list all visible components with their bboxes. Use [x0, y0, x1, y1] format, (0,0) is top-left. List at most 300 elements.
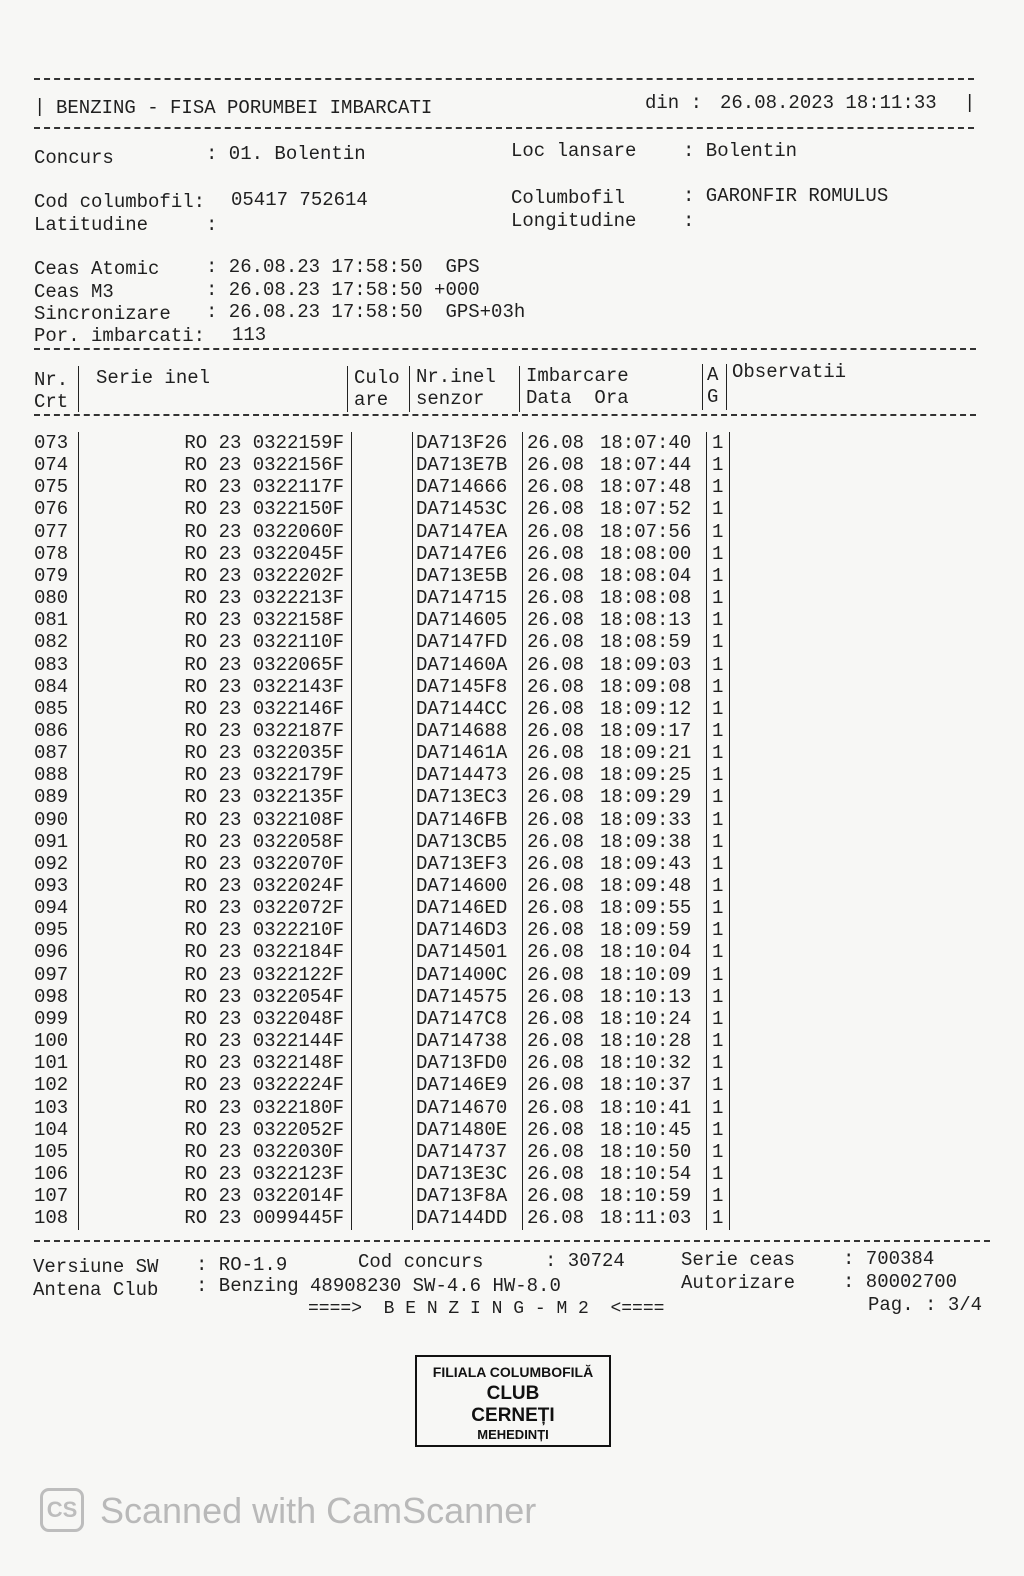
row-serie-inel: RO 23 0322123F	[184, 1162, 344, 1185]
versiune-label: Versiune SW	[33, 1256, 159, 1278]
header-senzor: senzor	[416, 388, 485, 410]
row-senzor: DA7146FB	[416, 808, 508, 831]
stamp-line-3: CERNEȚI	[471, 1405, 555, 1426]
row-serie-inel: RO 23 0322159F	[184, 432, 344, 454]
row-data: 26.08	[527, 653, 585, 676]
row-senzor: DA7147EA	[416, 520, 508, 543]
row-ora: 18:10:41	[600, 1096, 692, 1119]
row-ag: 1	[712, 564, 724, 587]
row-ora: 18:08:04	[600, 564, 692, 587]
row-nr: 092	[34, 852, 69, 875]
row-data: 26.08	[527, 631, 585, 654]
row-ora: 18:09:12	[600, 697, 692, 720]
row-senzor: DA714666	[416, 476, 508, 499]
table-row	[0, 654, 1024, 676]
cod-columbofil-label: Cod columbofil:	[34, 191, 206, 213]
row-ora: 18:09:38	[600, 830, 692, 853]
row-ag: 1	[712, 498, 724, 521]
table-row	[0, 1163, 1024, 1185]
table-row	[0, 1008, 1024, 1030]
table-row	[0, 432, 1024, 454]
row-ag: 1	[712, 808, 724, 831]
row-data: 26.08	[527, 875, 585, 897]
header-sep-6	[726, 364, 727, 410]
row-serie-inel: RO 23 0322024F	[184, 875, 344, 897]
row-nr: 086	[34, 719, 69, 742]
longitudine-label: Longitudine	[511, 210, 637, 232]
row-data: 26.08	[527, 432, 585, 454]
row-senzor: DA713F26	[416, 432, 508, 454]
row-senzor: DA7147E6	[416, 542, 508, 565]
row-ag: 1	[712, 587, 724, 610]
loc-lansare-value: : Bolentin	[683, 140, 798, 162]
row-ag: 1	[712, 742, 724, 765]
table-row	[0, 631, 1024, 653]
row-ora: 18:10:50	[600, 1140, 692, 1163]
row-ora: 18:08:13	[600, 609, 692, 632]
ceas-m3-value: : 26.08.23 17:58:50 +000	[206, 279, 480, 301]
row-ag: 1	[712, 1207, 724, 1230]
header-sep-1	[78, 366, 79, 412]
header-date-label: din :	[645, 92, 703, 114]
row-data: 26.08	[527, 830, 585, 853]
row-data: 26.08	[527, 1118, 585, 1141]
watermark-text: Scanned with CamScanner	[100, 1490, 537, 1531]
header-sep-3	[409, 366, 410, 412]
header-serie-inel: Serie inel	[96, 367, 211, 389]
row-senzor: DA714738	[416, 1030, 508, 1053]
header-g: G	[707, 386, 719, 408]
serie-ceas-label: Serie ceas	[681, 1249, 796, 1271]
header-bottom-rule	[34, 127, 974, 129]
table-row	[0, 809, 1024, 831]
row-ora: 18:07:56	[600, 520, 692, 543]
footer-top-rule	[34, 1240, 990, 1242]
header-left-bar: |	[34, 96, 46, 118]
row-nr: 098	[34, 985, 69, 1008]
row-nr: 100	[34, 1030, 69, 1053]
table-header-top-rule	[34, 348, 976, 350]
row-senzor: DA7146D3	[416, 919, 508, 942]
row-data: 26.08	[527, 697, 585, 720]
row-serie-inel: RO 23 0322060F	[184, 520, 344, 543]
row-senzor: DA714575	[416, 985, 508, 1008]
cod-columbofil-value: 05417 752614	[231, 189, 368, 211]
row-nr: 102	[34, 1074, 69, 1097]
row-nr: 090	[34, 808, 69, 831]
table-row	[0, 1141, 1024, 1163]
row-serie-inel: RO 23 0322054F	[184, 985, 344, 1008]
row-ora: 18:08:00	[600, 542, 692, 565]
row-ag: 1	[712, 897, 724, 920]
row-ag: 1	[712, 919, 724, 942]
header-right-bar: |	[964, 92, 976, 114]
row-ag: 1	[712, 963, 724, 986]
row-senzor: DA714688	[416, 719, 508, 742]
row-ag: 1	[712, 432, 724, 454]
row-senzor: DA713E5B	[416, 564, 508, 587]
row-ora: 18:09:48	[600, 875, 692, 897]
row-nr: 084	[34, 675, 69, 698]
row-data: 26.08	[527, 852, 585, 875]
page-number: Pag. : 3/4	[868, 1294, 983, 1316]
camscanner-logo-icon: CS	[40, 1488, 84, 1532]
row-serie-inel: RO 23 0099445F	[184, 1207, 344, 1230]
row-data: 26.08	[527, 520, 585, 543]
row-ora: 18:09:03	[600, 653, 692, 676]
table-row	[0, 676, 1024, 698]
row-serie-inel: RO 23 0322035F	[184, 742, 344, 765]
row-ag: 1	[712, 1096, 724, 1119]
row-senzor: DA7146E9	[416, 1074, 508, 1097]
row-serie-inel: RO 23 0322014F	[184, 1185, 344, 1208]
row-data: 26.08	[527, 1185, 585, 1208]
row-data: 26.08	[527, 897, 585, 920]
row-ora: 18:10:54	[600, 1162, 692, 1185]
row-nr: 108	[34, 1207, 69, 1230]
row-senzor: DA71460A	[416, 653, 508, 676]
row-ag: 1	[712, 985, 724, 1008]
row-serie-inel: RO 23 0322213F	[184, 587, 344, 610]
header-nr: Nr.	[34, 369, 69, 391]
ceas-m3-label: Ceas M3	[34, 281, 114, 303]
row-data: 26.08	[527, 454, 585, 477]
table-row	[0, 853, 1024, 875]
header-sep-5	[702, 364, 703, 410]
row-nr: 083	[34, 653, 69, 676]
row-serie-inel: RO 23 0322030F	[184, 1140, 344, 1163]
row-ag: 1	[712, 1007, 724, 1030]
row-senzor: DA714737	[416, 1140, 508, 1163]
row-data: 26.08	[527, 609, 585, 632]
row-data: 26.08	[527, 1030, 585, 1053]
row-senzor: DA7144DD	[416, 1207, 508, 1230]
row-nr: 075	[34, 476, 69, 499]
table-row	[0, 831, 1024, 853]
row-nr: 099	[34, 1007, 69, 1030]
concurs-value: : 01. Bolentin	[206, 143, 366, 165]
row-ag: 1	[712, 542, 724, 565]
row-nr: 079	[34, 564, 69, 587]
row-ag: 1	[712, 675, 724, 698]
row-data: 26.08	[527, 1074, 585, 1097]
row-serie-inel: RO 23 0322202F	[184, 564, 344, 587]
row-nr: 088	[34, 764, 69, 787]
versiune-value: : RO-1.9	[196, 1254, 288, 1276]
row-ora: 18:09:08	[600, 675, 692, 698]
row-senzor: DA714605	[416, 609, 508, 632]
table-row	[0, 764, 1024, 786]
row-serie-inel: RO 23 0322135F	[184, 786, 344, 809]
row-nr: 089	[34, 786, 69, 809]
table-row	[0, 986, 1024, 1008]
row-nr: 097	[34, 963, 69, 986]
row-nr: 103	[34, 1096, 69, 1119]
row-nr: 105	[34, 1140, 69, 1163]
row-ag: 1	[712, 609, 724, 632]
row-ag: 1	[712, 1052, 724, 1075]
row-serie-inel: RO 23 0322045F	[184, 542, 344, 565]
row-serie-inel: RO 23 0322143F	[184, 675, 344, 698]
header-a: A	[707, 364, 719, 386]
row-ora: 18:09:21	[600, 742, 692, 765]
por-imbarcati-label: Por. imbarcati:	[34, 325, 206, 347]
autorizare-label: Autorizare	[681, 1272, 796, 1294]
row-ora: 18:10:24	[600, 1007, 692, 1030]
table-row	[0, 1074, 1024, 1096]
row-ora: 18:07:48	[600, 476, 692, 499]
table-row	[0, 1030, 1024, 1052]
row-ora: 18:09:25	[600, 764, 692, 787]
row-ora: 18:10:32	[600, 1052, 692, 1075]
row-ag: 1	[712, 1185, 724, 1208]
row-ora: 18:09:59	[600, 919, 692, 942]
header-sep-2	[347, 366, 348, 412]
row-nr: 076	[34, 498, 69, 521]
table-row	[0, 521, 1024, 543]
header-crt: Crt	[34, 391, 69, 413]
row-serie-inel: RO 23 0322158F	[184, 609, 344, 632]
row-senzor: DA7147C8	[416, 1007, 508, 1030]
row-serie-inel: RO 23 0322070F	[184, 852, 344, 875]
columbofil-label: Columbofil	[511, 187, 626, 209]
row-nr: 074	[34, 454, 69, 477]
row-senzor: DA714600	[416, 875, 508, 897]
row-ora: 18:11:03	[600, 1207, 692, 1230]
header-culoare-1: Culo	[354, 367, 400, 389]
row-serie-inel: RO 23 0322156F	[184, 454, 344, 477]
columbofil-value: : GARONFIR ROMULUS	[683, 185, 889, 207]
row-data: 26.08	[527, 1096, 585, 1119]
table-row	[0, 1185, 1024, 1207]
row-senzor: DA71480E	[416, 1118, 508, 1141]
table-row	[0, 919, 1024, 941]
table-row	[0, 498, 1024, 520]
row-nr: 080	[34, 587, 69, 610]
row-data: 26.08	[527, 542, 585, 565]
row-ag: 1	[712, 852, 724, 875]
row-ag: 1	[712, 1118, 724, 1141]
table-row	[0, 476, 1024, 498]
row-nr: 091	[34, 830, 69, 853]
table-row	[0, 1052, 1024, 1074]
header-nr-inel: Nr.inel	[416, 366, 496, 388]
table-row	[0, 565, 1024, 587]
row-serie-inel: RO 23 0322148F	[184, 1052, 344, 1075]
row-nr: 077	[34, 520, 69, 543]
row-serie-inel: RO 23 0322179F	[184, 764, 344, 787]
row-data: 26.08	[527, 1207, 585, 1230]
row-senzor: DA713CB5	[416, 830, 508, 853]
row-nr: 085	[34, 697, 69, 720]
row-ag: 1	[712, 1140, 724, 1163]
row-senzor: DA7144CC	[416, 697, 508, 720]
row-serie-inel: RO 23 0322187F	[184, 719, 344, 742]
table-row	[0, 742, 1024, 764]
row-nr: 094	[34, 897, 69, 920]
row-data: 26.08	[527, 564, 585, 587]
row-ora: 18:07:40	[600, 432, 692, 454]
row-senzor: DA713EC3	[416, 786, 508, 809]
latitudine-label: Latitudine	[34, 214, 149, 236]
row-senzor: DA713EF3	[416, 852, 508, 875]
row-ora: 18:10:13	[600, 985, 692, 1008]
row-senzor: DA714501	[416, 941, 508, 964]
autorizare-value: : 80002700	[843, 1271, 958, 1293]
row-nr: 078	[34, 542, 69, 565]
row-ora: 18:10:04	[600, 941, 692, 964]
row-serie-inel: RO 23 0322122F	[184, 963, 344, 986]
table-row	[0, 964, 1024, 986]
header-title: BENZING - FISA PORUMBEI IMBARCATI	[56, 97, 433, 119]
row-ora: 18:07:44	[600, 454, 692, 477]
table-row	[0, 609, 1024, 631]
row-ag: 1	[712, 764, 724, 787]
header-culoare-2: are	[354, 389, 389, 411]
row-ag: 1	[712, 454, 724, 477]
row-ag: 1	[712, 875, 724, 897]
row-senzor: DA71461A	[416, 742, 508, 765]
row-data: 26.08	[527, 919, 585, 942]
row-data: 26.08	[527, 1052, 585, 1075]
row-data: 26.08	[527, 764, 585, 787]
row-nr: 093	[34, 875, 69, 897]
row-ora: 18:09:43	[600, 852, 692, 875]
row-ag: 1	[712, 941, 724, 964]
row-senzor: DA714473	[416, 764, 508, 787]
latitudine-value: :	[206, 214, 218, 236]
row-data: 26.08	[527, 719, 585, 742]
header-imbarcare: Imbarcare	[526, 365, 629, 387]
row-senzor: DA714670	[416, 1096, 508, 1119]
row-ora: 18:10:09	[600, 963, 692, 986]
row-ag: 1	[712, 1074, 724, 1097]
table-row	[0, 1097, 1024, 1119]
stamp-line-1: FILIALA COLUMBOFILĂ	[432, 1364, 594, 1380]
stamp-line-4: MEHEDINȚI	[477, 1427, 549, 1442]
row-ag: 1	[712, 697, 724, 720]
row-senzor: DA7147FD	[416, 631, 508, 654]
row-ag: 1	[712, 476, 724, 499]
row-ora: 18:09:17	[600, 719, 692, 742]
row-serie-inel: RO 23 0322072F	[184, 897, 344, 920]
table-row	[0, 454, 1024, 476]
row-ora: 18:08:08	[600, 587, 692, 610]
row-ag: 1	[712, 719, 724, 742]
table-header-bottom-rule	[34, 414, 976, 416]
row-data: 26.08	[527, 1007, 585, 1030]
row-ag: 1	[712, 1162, 724, 1185]
row-ora: 18:10:28	[600, 1030, 692, 1053]
row-serie-inel: RO 23 0322210F	[184, 919, 344, 942]
row-senzor: DA713F8A	[416, 1185, 508, 1208]
row-data: 26.08	[527, 985, 585, 1008]
row-ora: 18:07:52	[600, 498, 692, 521]
club-stamp	[415, 1355, 611, 1447]
row-nr: 101	[34, 1052, 69, 1075]
row-nr: 096	[34, 941, 69, 964]
row-nr: 104	[34, 1118, 69, 1141]
row-nr: 081	[34, 609, 69, 632]
serie-ceas-value: : 700384	[843, 1248, 935, 1270]
row-serie-inel: RO 23 0322058F	[184, 830, 344, 853]
row-senzor: DA71453C	[416, 498, 508, 521]
table-row	[0, 786, 1024, 808]
antena-label: Antena Club	[33, 1279, 159, 1301]
row-serie-inel: RO 23 0322150F	[184, 498, 344, 521]
row-ag: 1	[712, 520, 724, 543]
row-nr: 087	[34, 742, 69, 765]
row-serie-inel: RO 23 0322144F	[184, 1030, 344, 1053]
header-date-value: 26.08.2023 18:11:33	[720, 92, 937, 114]
row-ora: 18:09:29	[600, 786, 692, 809]
stamp-line-2: CLUB	[486, 1383, 540, 1404]
row-serie-inel: RO 23 0322110F	[184, 631, 344, 654]
row-senzor: DA713FD0	[416, 1052, 508, 1075]
row-data: 26.08	[527, 476, 585, 499]
row-nr: 073	[34, 432, 69, 454]
row-serie-inel: RO 23 0322117F	[184, 476, 344, 499]
row-serie-inel: RO 23 0322180F	[184, 1096, 344, 1119]
table-row	[0, 897, 1024, 919]
row-ora: 18:09:55	[600, 897, 692, 920]
por-imbarcati-value: 113	[232, 324, 267, 346]
table-row	[0, 543, 1024, 565]
row-nr: 107	[34, 1185, 69, 1208]
longitudine-value: :	[683, 210, 695, 232]
row-ora: 18:08:59	[600, 631, 692, 654]
row-ora: 18:10:59	[600, 1185, 692, 1208]
header-observatii: Observatii	[732, 361, 847, 383]
ceas-atomic-value: : 26.08.23 17:58:50 GPS	[206, 256, 480, 278]
row-serie-inel: RO 23 0322065F	[184, 653, 344, 676]
table-row	[0, 1119, 1024, 1141]
row-serie-inel: RO 23 0322224F	[184, 1074, 344, 1097]
concurs-label: Concurs	[34, 147, 114, 169]
row-data: 26.08	[527, 498, 585, 521]
row-nr: 082	[34, 631, 69, 654]
row-data: 26.08	[527, 786, 585, 809]
table-row	[0, 587, 1024, 609]
row-ag: 1	[712, 1030, 724, 1053]
row-senzor: DA7146ED	[416, 897, 508, 920]
row-nr: 106	[34, 1162, 69, 1185]
sincronizare-label: Sincronizare	[34, 303, 171, 325]
row-ag: 1	[712, 786, 724, 809]
row-senzor: DA714715	[416, 587, 508, 610]
header-sep-4	[519, 366, 520, 412]
ceas-atomic-label: Ceas Atomic	[34, 258, 160, 280]
header-data-ora: Data Ora	[526, 387, 629, 409]
row-data: 26.08	[527, 963, 585, 986]
header-top-rule	[34, 78, 974, 80]
table-row	[0, 875, 1024, 897]
cod-concurs-value: : 30724	[545, 1250, 625, 1272]
cod-concurs-label: Cod concurs	[358, 1251, 484, 1273]
row-senzor: DA7145F8	[416, 675, 508, 698]
row-ag: 1	[712, 830, 724, 853]
row-ora: 18:10:37	[600, 1074, 692, 1097]
row-nr: 095	[34, 919, 69, 942]
row-senzor: DA713E7B	[416, 454, 508, 477]
table-row	[0, 1207, 1024, 1229]
row-senzor: DA713E3C	[416, 1162, 508, 1185]
row-data: 26.08	[527, 941, 585, 964]
row-data: 26.08	[527, 742, 585, 765]
antena-value: : Benzing 48908230 SW-4.6 HW-8.0	[196, 1275, 561, 1297]
row-serie-inel: RO 23 0322052F	[184, 1118, 344, 1141]
row-serie-inel: RO 23 0322184F	[184, 941, 344, 964]
